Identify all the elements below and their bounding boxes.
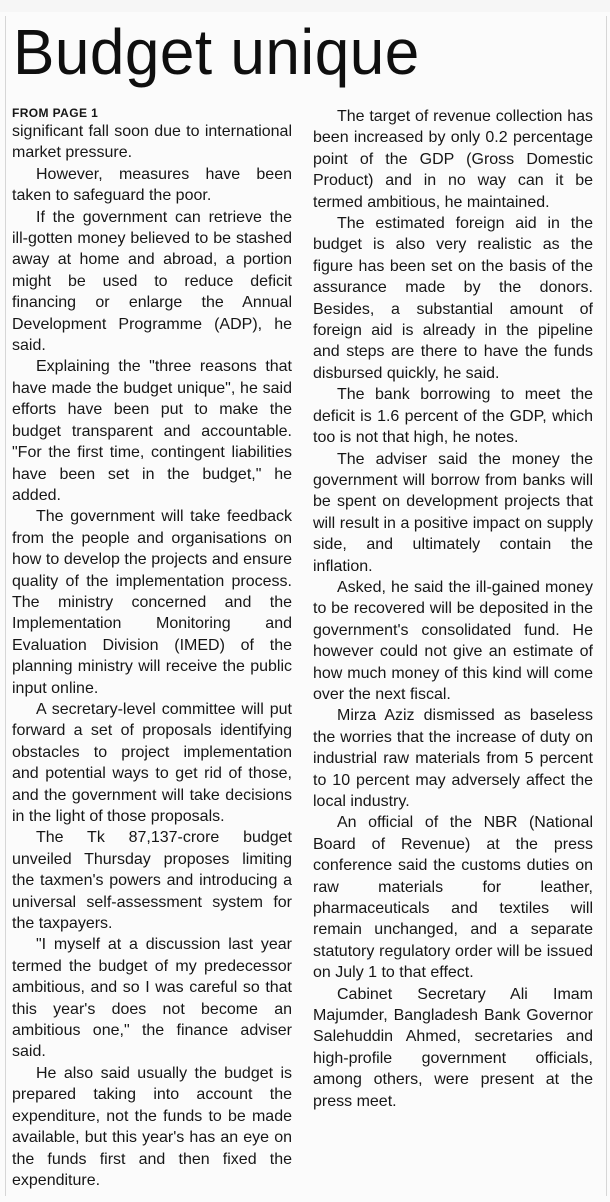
right-column [313,106,593,1191]
article-body [12,106,594,1191]
paragraph: "I myself at a discussion last year termed the budget of my predecessor ambitious, and so I was careful so that this year's does not become an ambitious one," the finance adviser said. [12,936,292,1061]
paragraph: The adviser said the money the government will borrow from banks will be spent on development projects that will result in a positive impact on supply side, and ultimately contain the inflation. [313,450,593,575]
paragraph: The estimated foreign aid in the budget is also very realistic as the figure has been set on the basis of the assurance made by the donors. Besides, a substantial amount of foreign aid is already in the pipeline and steps are there to have the funds disbursed quickly, he said. [313,215,593,382]
continuation-kicker: FROM PAGE 1 [12,106,99,120]
paragraph: Mirza Aziz dismissed as baseless the worries that the increase of duty on industrial raw materials from 5 percent to 10 percent may adversely affect the local industry. [313,707,593,810]
left-column [12,106,292,1191]
top-margin [0,0,610,12]
paragraph: If the government can retrieve the ill-gotten money believed to be stashed away at home and abroad, a portion might be used to reduce deficit financing or enlarge the Annual Development Programme (ADP), he said. [12,208,292,355]
paragraph: An official of the NBR (National Board of Revenue) at the press conference said the customs duties on raw materials for leather, pharmaceuticals and textiles will remain unchanged, and a separate statutory regulatory order will be issued on July 1 to that effect. [313,814,593,982]
paragraph: A secretary-level committee will put forward a set of proposals identifying obstacles to project implementation and potential ways to get rid of those, and the government will take decisions in the light of those proposals. [12,700,292,825]
paragraph: Asked, he said the ill-gained money to be recovered will be deposited in the government's consolidated fund. He however could not give an estimate of how much money of this kind will come over the next fiscal. [313,578,593,703]
left-border-rule [5,16,6,1196]
paragraph: Cabinet Secretary Ali Imam Majumder, Bangladesh Bank Governor Salehuddin Ahmed, secretaries and high-profile government officials, among others, were present at the press meet. [313,985,593,1110]
paragraph: The target of revenue collection has been increased by only 0.2 percentage point of the GDP (Gross Domestic Product) and in no way can it be termed ambitious, he maintained. [313,108,593,211]
paragraph: The bank borrowing to meet the deficit is 1.6 percent of the GDP, which too is not that high, he notes. [313,386,593,447]
paragraph: The government will take feedback from the people and organisations on how to develop the projects and ensure quality of the implementation process. The ministry concerned and the Implementation Monitoring and Evaluation Division (IMED) of the planning ministry will receive the public input online. [12,508,292,697]
paragraph: significant fall soon due to international market pressure. [12,123,292,162]
headline: Budget unique [13,16,420,88]
right-border-rule [606,16,607,1196]
paragraph: The Tk 87,137-crore budget unveiled Thursday proposes limiting the taxmen's powers and introducing a universal self-assessment system for the taxpayers. [12,829,292,933]
paragraph: Explaining the "three reasons that have made the budget unique", he said efforts have been put to make the budget transparent and accountable. "For the first time, contingent liabilities have been set in the budget," he added. [12,358,292,504]
paragraph: However, measures have been taken to safeguard the poor. [12,165,292,205]
paragraph: He also said usually the budget is prepared taking into account the expenditure, not the funds to be made available, but this year's has an eye on the funds first and then fixed the expenditure. [12,1064,292,1189]
